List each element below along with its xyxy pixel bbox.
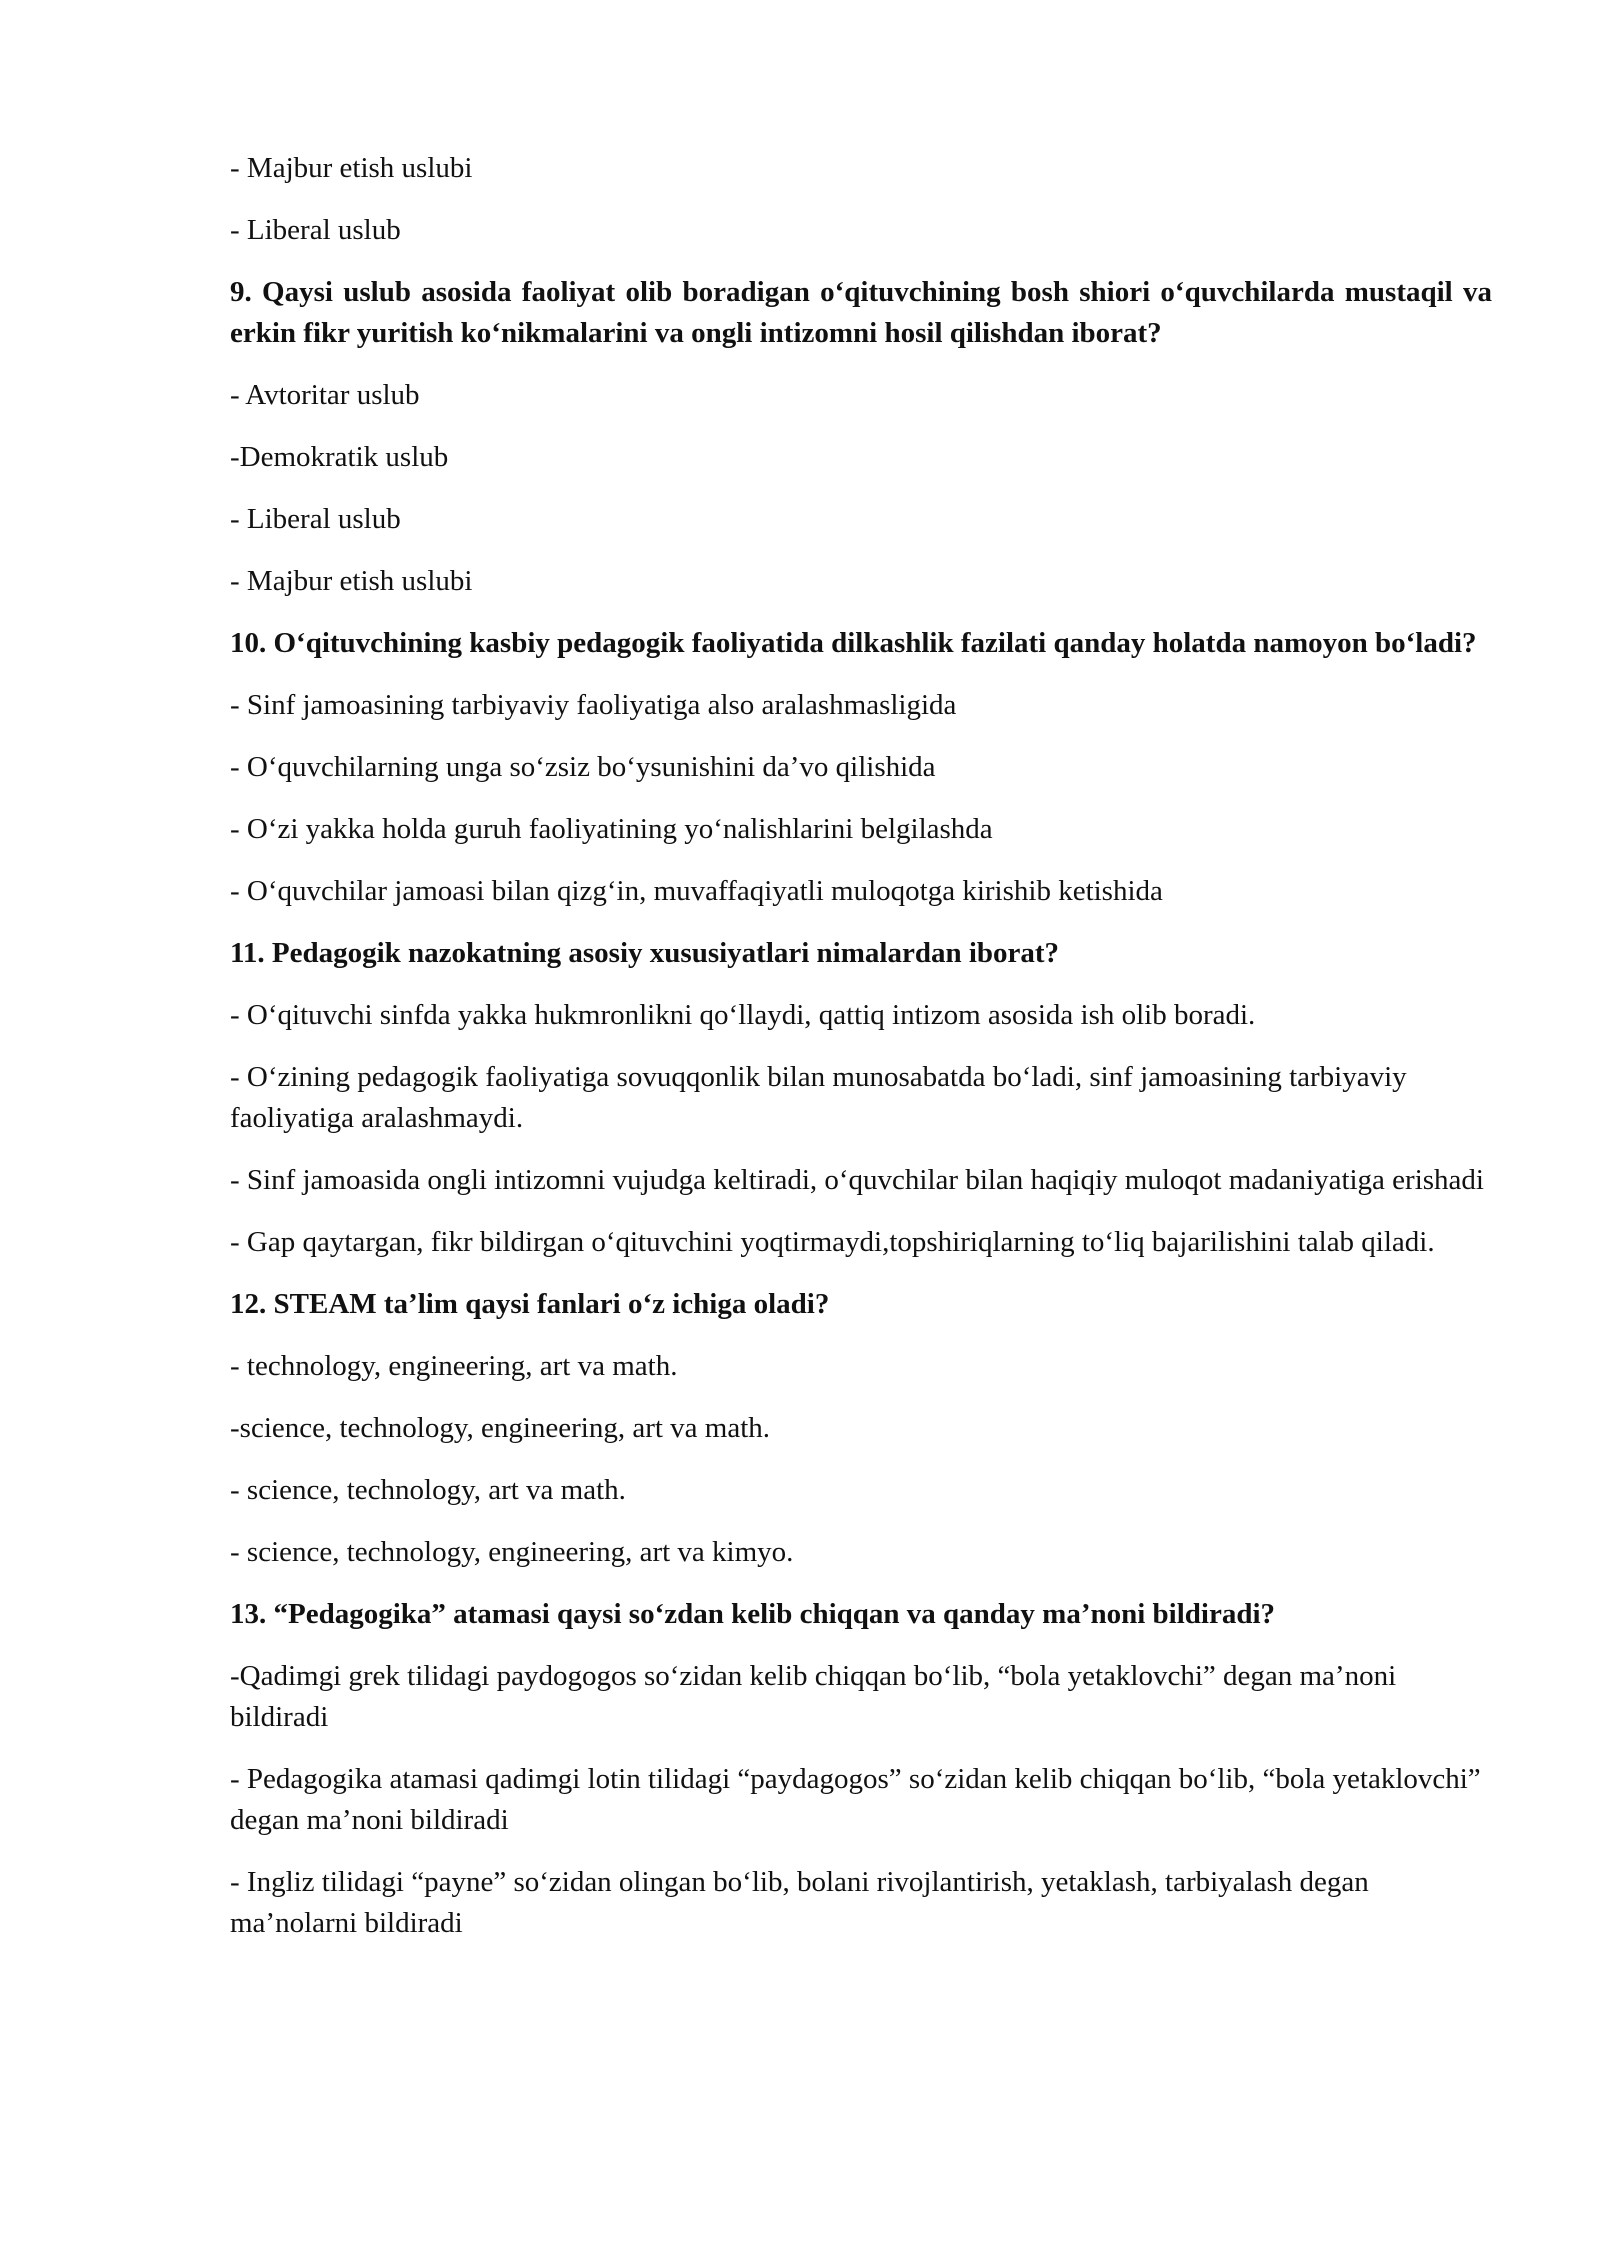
option-line: - Ingliz tilidagi “payne” so‘zidan olingan bo‘lib, bolani rivojlantirish, yetaklash, tarbiyalash degan ma’nolarni bildiradi bbox=[230, 1866, 1369, 1939]
question-10: 10. O‘qituvchining kasbiy pedagogik faoliyatida dilkashlik fazilati qanday holatda namoyon bo‘ladi? bbox=[230, 627, 1477, 659]
option-line: - Avtoritar uslub bbox=[230, 379, 420, 411]
option-line: - technology, engineering, art va math. bbox=[230, 1350, 678, 1382]
option-line: - O‘zining pedagogik faoliyatiga sovuqqonlik bilan munosabatda bo‘ladi, sinf jamoasining tarbiyaviy faoliyatiga aralashmaydi. bbox=[230, 1061, 1407, 1134]
option-line: - science, technology, art va math. bbox=[230, 1474, 626, 1506]
option-line: -Qadimgi grek tilidagi paydogogos so‘zidan kelib chiqqan bo‘lib, “bola yetaklovchi” degan ma’noni bildiradi bbox=[230, 1660, 1397, 1733]
option-line: - O‘zi yakka holda guruh faoliyatining yo‘nalishlarini belgilashda bbox=[230, 813, 993, 845]
option-line: - Pedagogika atamasi qadimgi lotin tilidagi “paydagogos” so‘zidan kelib chiqqan bo‘lib, “bola yetaklovchi” degan ma’noni bildiradi bbox=[230, 1763, 1481, 1836]
option-line: - Majbur etish uslubi bbox=[230, 152, 473, 184]
document-page bbox=[230, 148, 1492, 1965]
option-line: - O‘quvchilar jamoasi bilan qizg‘in, muvaffaqiyatli muloqotga kirishib ketishida bbox=[230, 875, 1163, 907]
option-line: - Gap qaytargan, fikr bildirgan o‘qituvchini yoqtirmaydi,topshiriqlarning to‘liq bajarilishini talab qiladi. bbox=[230, 1226, 1435, 1258]
option-line: - O‘qituvchi sinfda yakka hukmronlikni qo‘llaydi, qattiq intizom asosida ish olib boradi. bbox=[230, 999, 1256, 1031]
option-line: - Majbur etish uslubi bbox=[230, 565, 473, 597]
question-12: 12. STEAM ta’lim qaysi fanlari o‘z ichiga oladi? bbox=[230, 1288, 830, 1320]
option-line: -science, technology, engineering, art va math. bbox=[230, 1412, 771, 1444]
option-line: - Sinf jamoasining tarbiyaviy faoliyatiga also aralashmasligida bbox=[230, 689, 957, 721]
option-line: - Liberal uslub bbox=[230, 214, 401, 246]
option-line: - O‘quvchilarning unga so‘zsiz bo‘ysunishini da’vo qilishida bbox=[230, 751, 936, 783]
option-line: - Liberal uslub bbox=[230, 503, 401, 535]
option-line: -Demokratik uslub bbox=[230, 441, 449, 473]
option-line: - science, technology, engineering, art va kimyo. bbox=[230, 1536, 794, 1568]
question-11: 11. Pedagogik nazokatning asosiy xususiyatlari nimalardan iborat? bbox=[230, 937, 1060, 969]
question-9: 9. Qaysi uslub asosida faoliyat olib boradigan o‘qituvchining bosh shiori o‘quvchilarda mustaqil va erkin fikr yuritish ko‘nikmalarini va ongli intizomni hosil qilishdan iborat? bbox=[230, 276, 1492, 349]
question-13: 13. “Pedagogika” atamasi qaysi so‘zdan kelib chiqqan va qanday ma’noni bildiradi? bbox=[230, 1598, 1276, 1630]
option-line: - Sinf jamoasida ongli intizomni vujudga keltiradi, o‘quvchilar bilan haqiqiy muloqot madaniyatiga erishadi bbox=[230, 1164, 1484, 1196]
